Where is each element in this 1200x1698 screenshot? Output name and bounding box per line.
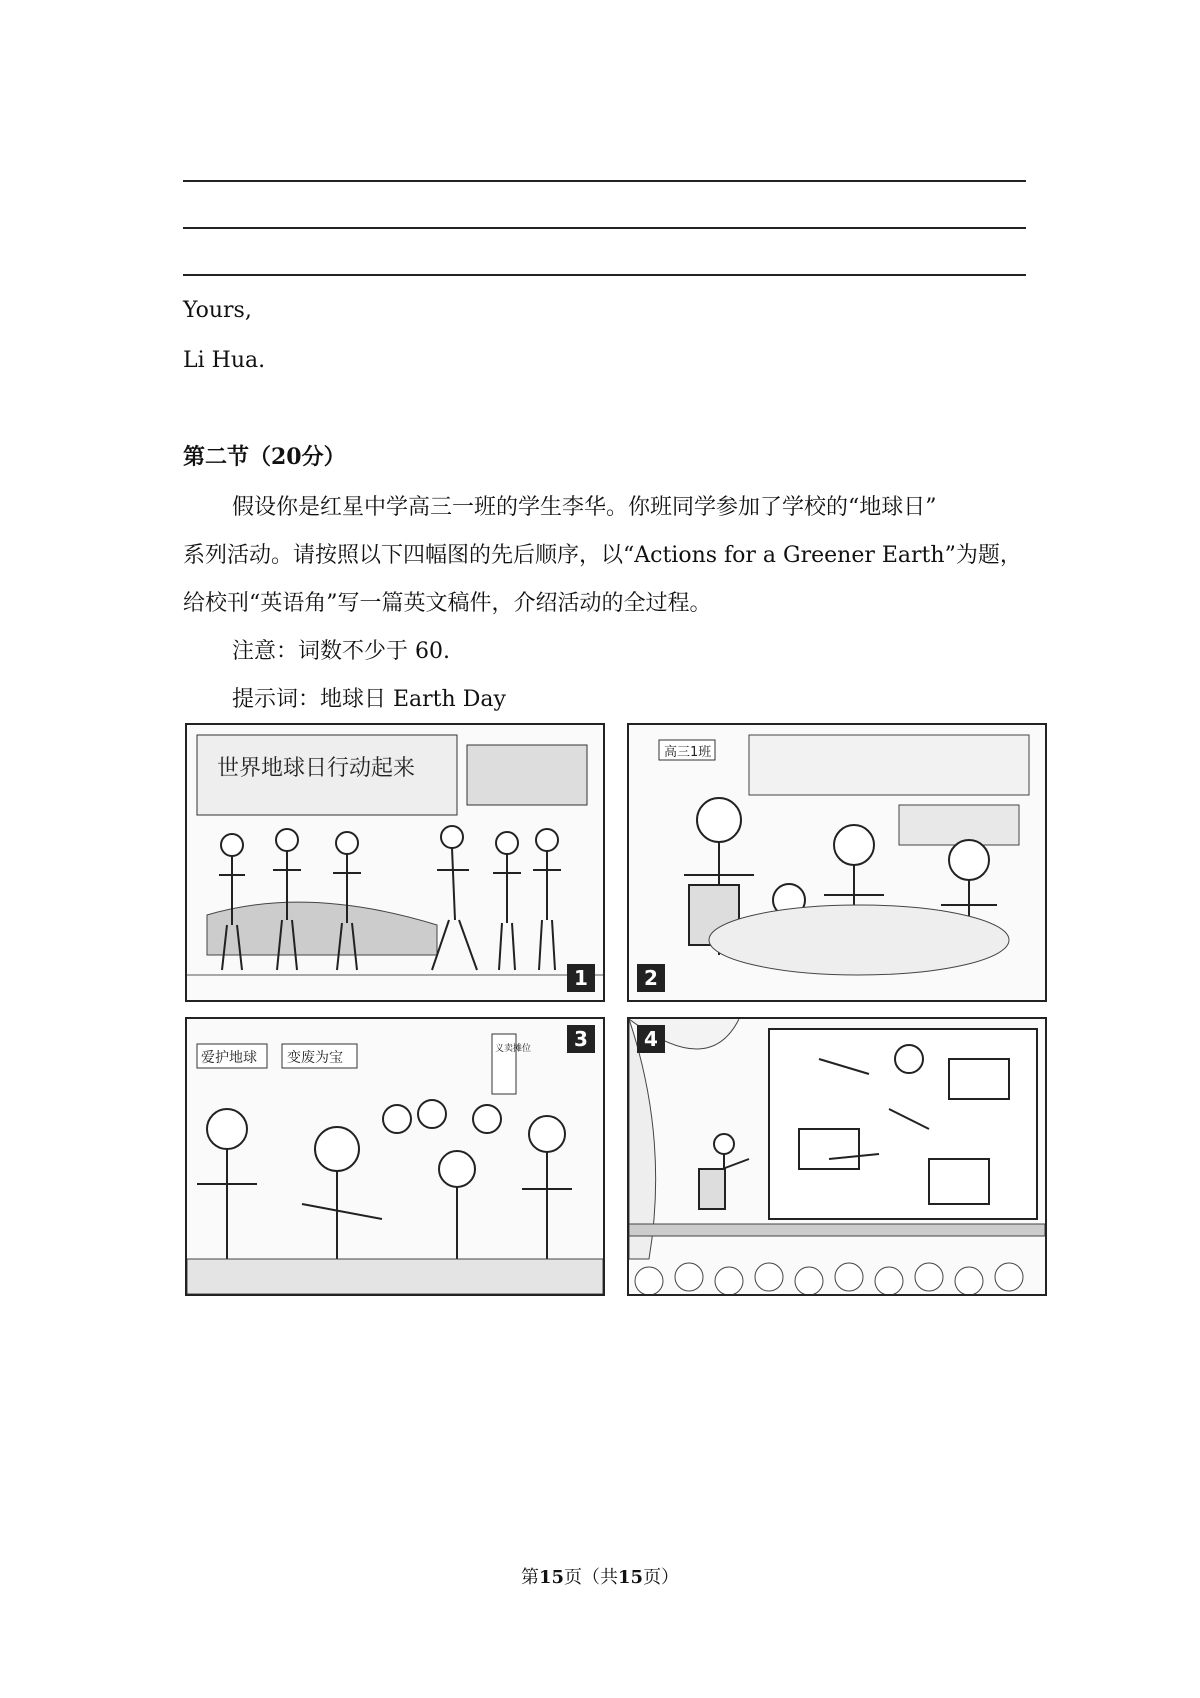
footer-suffix: 页）: [643, 1567, 680, 1588]
panel-2-drawing: [629, 725, 1045, 1000]
illustration-panel-4: [627, 1017, 1047, 1296]
illustration-panel-1: [185, 723, 605, 1002]
panel-3-sign-1: 爱护地球: [201, 1050, 257, 1066]
panel-3-sign-3: 义卖摊位: [495, 1044, 532, 1054]
prompt-line-1: 假设你是红星中学高三一班的学生李华。你班同学参加了学校的“地球日”: [232, 495, 937, 520]
illustration-panel-3: [185, 1017, 605, 1296]
page-footer: [0, 1563, 1200, 1589]
answer-line-3: [183, 274, 1026, 276]
answer-line-2: [183, 227, 1026, 229]
panel-1-banner: 世界地球日行动起来: [217, 756, 416, 781]
panel-number-1: 1: [567, 964, 595, 992]
prompt-line-3: 给校刊“英语角”写一篇英文稿件，介绍活动的全过程。: [183, 591, 712, 616]
prompt-line-2: 系列活动。请按照以下四幅图的先后顺序，以“Actions for a Greener Earth”为题，: [183, 543, 1022, 568]
footer-total-pages: 15: [618, 1567, 644, 1588]
panel-3-sign-2: 变废为宝: [287, 1050, 343, 1066]
letter-signature: Li Hua.: [183, 348, 266, 373]
answer-line-1: [183, 180, 1026, 182]
illustration-panel-2: [627, 723, 1047, 1002]
hint-words: 提示词：地球日 Earth Day: [232, 687, 506, 712]
panel-number-4: 4: [637, 1025, 665, 1053]
panel-number-2: 2: [637, 964, 665, 992]
panel-2-sign: 高三1班: [664, 745, 712, 760]
panel-number-3: 3: [567, 1025, 595, 1053]
letter-closing: Yours,: [183, 298, 252, 323]
word-count-note: 注意：词数不少于 60.: [232, 639, 450, 664]
panel-3-drawing: [187, 1019, 603, 1294]
panel-1-drawing: [187, 725, 603, 1000]
footer-mid: 页（共: [564, 1567, 618, 1588]
footer-prefix: 第: [520, 1567, 539, 1588]
panel-4-drawing: [629, 1019, 1045, 1294]
section-heading: 第二节（20分）: [183, 444, 346, 470]
footer-page-number: 15: [538, 1567, 564, 1588]
